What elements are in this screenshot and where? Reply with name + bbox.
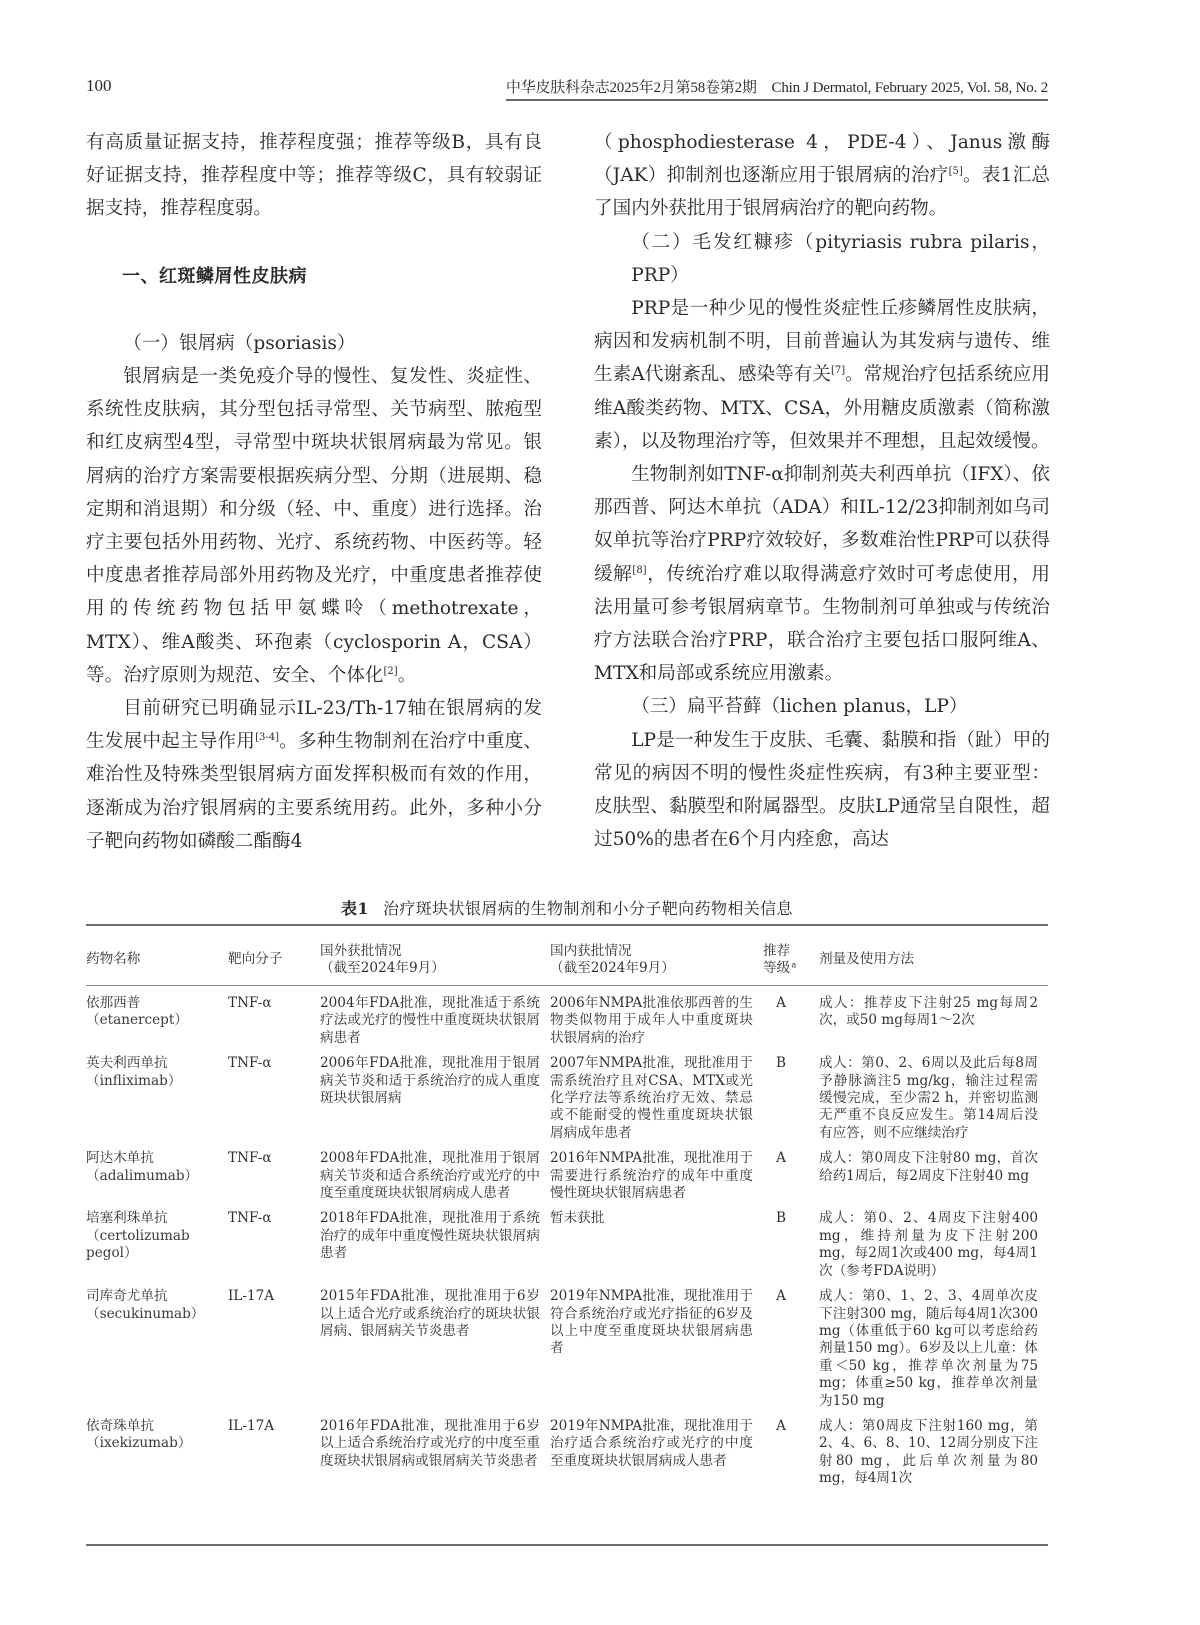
cell-domestic-approval: 2006年NMPA批准依那西普的生物类似物用于成年人中重度斑块状银屑病的治疗 — [550, 995, 753, 1046]
drug-name-en: （adalimumab） — [86, 1167, 199, 1184]
cell-target: TNF-α — [228, 1210, 272, 1227]
cell-domestic-approval: 2016年NMPA批准，现批准用于需要进行系统治疗的成年中重度慢性斑块状银屑病患者 — [550, 1150, 753, 1202]
cell-target: TNF-α — [228, 1150, 272, 1167]
citation-ref: [8] — [632, 564, 647, 576]
cell-grade: B — [776, 1055, 786, 1072]
section-heading-erythematosquamous: 一、红斑鳞屑性皮肤病 — [122, 265, 307, 287]
drug-name-en: （ixekizumab） — [86, 1435, 192, 1452]
page-number: 100 — [86, 76, 112, 95]
citation-ref: [3-4] — [255, 732, 279, 744]
cell-drug-name — [86, 1418, 228, 1496]
table-header-row — [86, 934, 1048, 986]
journal-citation: 中华皮肤科杂志2025年2月第58卷第2期 Chin J Dermatol, February 2025, Vol. 58, No. 2 — [506, 76, 1048, 101]
table-row — [86, 986, 1048, 1055]
drug-table — [86, 934, 1048, 1496]
running-head — [86, 72, 1048, 102]
left-column — [86, 126, 542, 858]
cell-foreign-approval: 2006年FDA批准，现批准用于银屑病关节炎和适于系统治疗的成人重度斑块状银屑病 — [320, 1055, 540, 1107]
cell-target: TNF-α — [228, 995, 272, 1011]
cell-target: TNF-α — [228, 1055, 272, 1072]
cell-foreign-approval: 2004年FDA批准，现批准适于系统疗法或光疗的慢性中重度斑块状银屑病患者 — [320, 995, 540, 1046]
cell-domestic-approval: 2019年NMPA批准，现批准用于治疗适合系统治疗或光疗的中度至重度斑块状银屑病成人患者 — [550, 1417, 753, 1469]
paragraph-text: 银屑病是一类免疫介导的慢性、复发性、炎症性、系统性皮肤病，其分型包括寻常型、关节病型、脓疱型和红皮病型4型，寻常型中斑块状银屑病最为常见。银屑病的治疗方案需要根据疾病分型、分期（进展期、稳定期和消退期）和分级（轻、中、重度）进行选择。治疗主要包括外用药物、光疗、系统药物、中医药等。轻中度患者推荐局部外用药物及光疗，中重度患者推荐使用的传统药物包括甲氨蝶呤（methotrexate，MTX）、维A酸类、环孢素（cyclosporin A，CSA）等。治疗原则为规范、安全、个体化 — [86, 366, 542, 686]
citation-ref: [7] — [830, 365, 846, 377]
paragraph-text: （phosphodiesterase 4，PDE-4）、Janus激酶（JAK）抑制剂也逐渐应用于银屑病的治疗 — [594, 132, 1050, 187]
drug-name-en: （certolizumab pegol） — [86, 1227, 190, 1262]
cell-grade: A — [776, 995, 786, 1011]
footnote-mark: a — [791, 960, 797, 969]
cell-foreign-approval: 2016年FDA批准，现批准用于6岁以上适合系统治疗或光疗的中度至重度斑块状银屑病或银屑病关节炎患者 — [320, 1417, 540, 1469]
header-target: 靶向分子 — [228, 951, 283, 968]
drug-name-en: （secukinumab） — [86, 1305, 205, 1322]
table-title: 治疗斑块状银屑病的生物制剂和小分子靶向药物相关信息 — [382, 899, 793, 918]
subheading-lichen-planus: （三）扁平苔藓（lichen planus，LP） — [631, 696, 968, 718]
drug-name-en: （infliximab） — [86, 1072, 182, 1089]
paragraph-text: 。表1汇总了国内外获批用于银屑病治疗的靶向药物。 — [594, 165, 1050, 220]
header-domestic-approval — [550, 934, 763, 986]
cell-grade: A — [776, 1417, 786, 1434]
cell-dosage: 成人：推荐皮下注射25 mg每周2次，或50 mg每周1～2次 — [819, 995, 1038, 1029]
drug-name-zh: 阿达木单抗 — [86, 1150, 154, 1167]
header-text: 推荐等级 — [763, 942, 791, 976]
drug-name-zh: 依奇珠单抗 — [86, 1417, 154, 1434]
paragraph-prp-biologics — [594, 458, 1050, 690]
paragraph-text: 。 — [397, 664, 417, 686]
table-row — [86, 1210, 1048, 1288]
drug-name-zh: 英夫利西单抗 — [86, 1055, 168, 1072]
cell-drug-name — [86, 1150, 228, 1210]
cell-grade: B — [776, 1210, 786, 1227]
cell-dosage: 成人：第0、1、2、3、4周单次皮下注射300 mg，随后每4周1次300 mg（体重低于60 kg可以考虑给药剂量150 mg）。6岁及以上儿童：体重＜50 kg，推荐单次剂量为75 mg；体重≥50 kg，推荐单次剂量为150 mg — [819, 1288, 1038, 1409]
cell-dosage: 成人：第0周皮下注射160 mg，第2、4、6、8、10、12周分别皮下注射80 mg，此后单次剂量为80 mg，每4周1次 — [819, 1417, 1038, 1487]
header-dosage: 剂量及使用方法 — [819, 951, 915, 968]
subheading-psoriasis: （一）银屑病（psoriasis） — [123, 332, 356, 354]
cell-foreign-approval: 2018年FDA批准，现批准用于系统治疗的成年中重度慢性斑块状银屑病患者 — [320, 1210, 540, 1262]
paragraph-text: 生物制剂如TNF-α抑制剂英夫利西单抗（IFX）、依那西普、阿达木单抗（ADA）和IL-12/23抑制剂如乌司奴单抗等治疗PRP疗效较好，多数难治性PRP可以获得缓解 — [594, 464, 1051, 585]
paragraph-il23-axis — [86, 692, 542, 858]
drug-name-zh: 依那西普 — [86, 995, 141, 1011]
cell-grade: A — [776, 1288, 786, 1305]
paragraph-text: PRP是一种少见的慢性炎症性丘疹鳞屑性皮肤病，病因和发病机制不明，目前普遍认为其发病与遗传、维生素A代谢紊乱、感染等有关 — [594, 298, 1050, 386]
table-row — [86, 1055, 1048, 1150]
cell-dosage: 成人：第0、2、4周皮下注射400 mg，维持剂量为皮下注射200 mg，每2周1次或400 mg，每4周1次（参考FDA说明） — [819, 1210, 1038, 1279]
header-subtext: （截至2024年9月） — [320, 960, 445, 976]
header-foreign-approval — [320, 934, 550, 986]
cell-domestic-approval: 2007年NMPA批准，现批准用于需系统治疗且对CSA、MTX或光化学疗法等系统治疗无效、禁忌或不能耐受的慢性重度斑块状银屑病成年患者 — [550, 1055, 753, 1141]
table-row — [86, 1150, 1048, 1210]
table-top-rule — [86, 924, 1048, 926]
citation-ref: [2] — [383, 665, 398, 677]
drug-name-zh: 培塞利珠单抗 — [86, 1210, 168, 1227]
paragraph-lp-overview: LP是一种发生于皮肤、毛囊、黏膜和指（趾）甲的常见的病因不明的慢性炎症性疾病，有3种主要亚型：皮肤型、黏膜型和附属器型。皮肤LP通常呈自限性，超过50%的患者在6个月内痊愈，高达 — [594, 729, 1050, 851]
paragraph-prp-overview — [594, 292, 1050, 458]
table-row — [86, 1418, 1048, 1496]
paragraph-text: ，传统治疗难以取得满意疗效时可考虑使用，用法用量可参考银屑病章节。生物制剂可单独或与传统治疗方法联合治疗PRP，联合治疗主要包括口服阿维A、MTX和局部或系统应用激素。 — [594, 563, 1050, 685]
cell-foreign-approval: 2015年FDA批准，现批准用于6岁以上适合光疗或系统治疗的斑块状银屑病、银屑病关节炎患者 — [320, 1288, 540, 1339]
paragraph-pde4-jak — [594, 126, 1050, 226]
cell-domestic-approval: 2019年NMPA批准，现批准用于符合系统治疗或光疗指征的6岁及以上中度至重度斑块状银屑病患者 — [550, 1288, 753, 1357]
drug-name-zh: 司库奇尤单抗 — [86, 1288, 168, 1305]
table-caption — [86, 896, 1048, 919]
header-text: 国内获批情况 — [550, 942, 632, 959]
paragraph-recommendation-grades: 有高质量证据支持，推荐程度强；推荐等级B，具有良好证据支持，推荐程度中等；推荐等级C，具有较弱证据支持，推荐程度弱。 — [86, 132, 542, 220]
header-text: 国外获批情况 — [320, 942, 402, 959]
table-bottom-rule — [86, 1544, 1048, 1546]
cell-grade: A — [776, 1150, 786, 1167]
header-grade — [763, 934, 819, 986]
paragraph-text: 。常规治疗包括系统应用维A酸类药物、MTX、CSA，外用糖皮质激素（简称激素），以及物理治疗等，但效果并不理想，且起效缓慢。 — [594, 364, 1050, 452]
drug-name-en: （etanercept） — [86, 1012, 188, 1029]
cell-dosage: 成人：第0、2、6周以及此后每8周予静脉滴注5 mg/kg，输注过程需缓慢完成，至少需2 h，并密切监测无严重不良反应发生。第14周后没有应答，则不应继续治疗 — [819, 1055, 1038, 1141]
cell-dosage: 成人：第0周皮下注射80 mg，首次给药1周后，每2周皮下注射40 mg — [819, 1150, 1038, 1184]
cell-foreign-approval: 2008年FDA批准，现批准用于银屑病关节炎和适合系统治疗或光疗的中度至重度斑块状银屑病成人患者 — [320, 1150, 540, 1202]
cell-target: IL-17A — [228, 1288, 275, 1305]
paragraph-psoriasis-overview — [86, 360, 542, 692]
cell-drug-name — [86, 1288, 228, 1418]
right-column — [594, 126, 1050, 856]
cell-drug-name — [86, 1210, 228, 1288]
cell-drug-name — [86, 986, 228, 1055]
table-row — [86, 1288, 1048, 1418]
citation-ref: [5] — [948, 166, 963, 178]
header-drug-name: 药物名称 — [86, 951, 141, 968]
paragraph-text: 。多种生物制剂在治疗中重度、难治性及特殊类型银屑病方面发挥积极而有效的作用，逐渐成为治疗银屑病的主要系统用药。此外，多种小分子靶向药物如磷酸二酯酶4 — [86, 731, 542, 852]
paragraph-text: 目前研究已明确显示IL-23/Th-17轴在银屑病的发生发展中起主导作用 — [86, 698, 542, 753]
cell-drug-name — [86, 1055, 228, 1150]
table-label: 表1 — [341, 899, 369, 918]
cell-domestic-approval: 暂未获批 — [550, 1210, 605, 1227]
subheading-prp: （二）毛发红糠疹（pityriasis rubra pilaris，PRP） — [631, 231, 1050, 286]
cell-target: IL-17A — [228, 1417, 275, 1434]
header-subtext: （截至2024年9月） — [550, 960, 675, 976]
